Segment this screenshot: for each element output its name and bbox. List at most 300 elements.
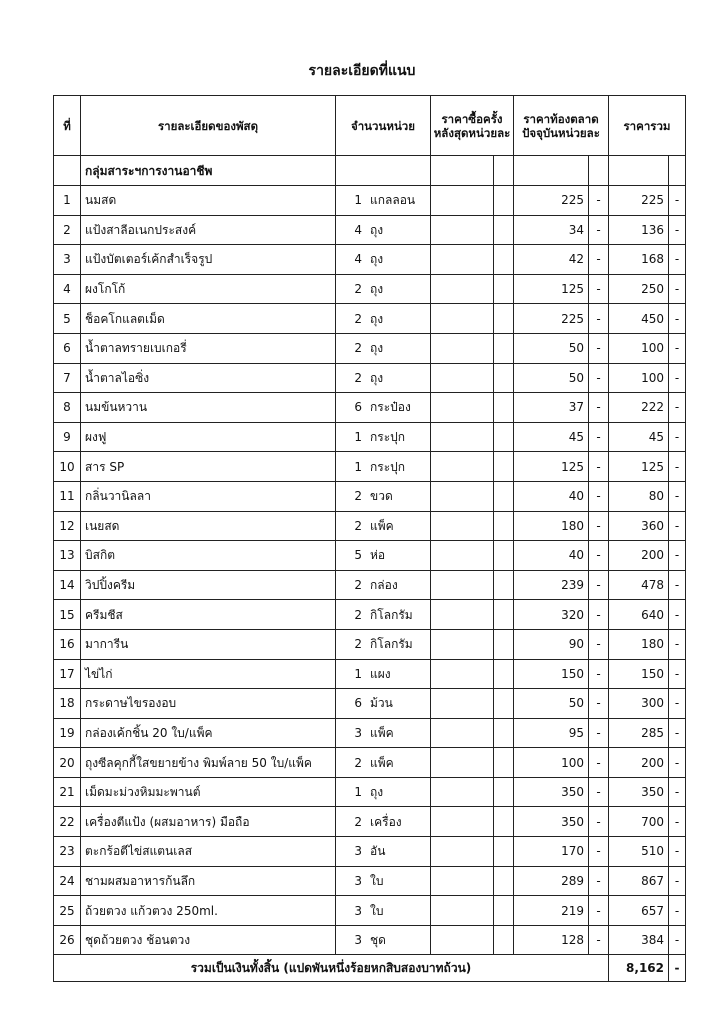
- item-market-price-frac: -: [589, 304, 609, 334]
- item-unit: ถุง: [370, 311, 384, 326]
- item-name: แป้งสาลีอเนกประสงค์: [81, 215, 336, 245]
- item-market-price-frac: -: [589, 333, 609, 363]
- item-last-price-frac: [494, 600, 514, 630]
- item-qty-number: 3: [354, 933, 362, 948]
- item-total-frac: -: [669, 659, 686, 689]
- item-no: 15: [54, 600, 81, 630]
- item-unit: ถุง: [370, 370, 384, 385]
- item-qty-number: 6: [354, 400, 362, 415]
- item-qty-number: 2: [354, 814, 362, 829]
- table-row: [54, 807, 686, 837]
- item-name: มาการีน: [81, 629, 336, 659]
- item-qty-number: 3: [354, 844, 362, 859]
- item-total: 250: [609, 274, 669, 304]
- item-last-price-frac: [494, 629, 514, 659]
- item-qty-number: 1: [354, 459, 362, 474]
- item-last-price-frac: [494, 422, 514, 452]
- item-unit: ม้วน: [370, 696, 393, 711]
- item-unit: แพ็ค: [370, 725, 394, 740]
- item-market-price: 50: [514, 689, 589, 719]
- header-no: ที่: [54, 96, 81, 156]
- item-total-frac: -: [669, 541, 686, 571]
- item-quantity: [336, 600, 431, 630]
- item-qty-number: 2: [354, 370, 362, 385]
- item-quantity: [336, 333, 431, 363]
- item-quantity: [336, 245, 431, 275]
- item-last-price-frac: [494, 245, 514, 275]
- item-name: นมสด: [81, 186, 336, 216]
- item-quantity: [336, 837, 431, 867]
- item-no: 21: [54, 777, 81, 807]
- item-total: 45: [609, 422, 669, 452]
- item-total: 100: [609, 333, 669, 363]
- item-qty-number: 1: [354, 430, 362, 445]
- item-name: แป้งบัตเตอร์เค้กสำเร็จรูป: [81, 245, 336, 275]
- item-unit: ใบ: [370, 903, 384, 918]
- item-total-frac: -: [669, 748, 686, 778]
- item-market-price: 42: [514, 245, 589, 275]
- item-last-price: [431, 629, 494, 659]
- item-last-price-frac: [494, 689, 514, 719]
- item-market-price: 128: [514, 925, 589, 955]
- item-last-price: [431, 274, 494, 304]
- item-market-price-frac: -: [589, 629, 609, 659]
- item-name: กลิ่นวานิลลา: [81, 481, 336, 511]
- header-description: รายละเอียดของพัสดุ: [81, 96, 336, 156]
- group-total-cell: [609, 156, 669, 186]
- item-total: 200: [609, 748, 669, 778]
- item-name: ตะกร้อตีไข่สแตนเลส: [81, 837, 336, 867]
- item-no: 20: [54, 748, 81, 778]
- item-market-price: 289: [514, 866, 589, 896]
- item-name: ชุดถ้วยตวง ช้อนตวง: [81, 925, 336, 955]
- item-qty-number: 1: [354, 666, 362, 681]
- item-total: 478: [609, 570, 669, 600]
- header-quantity: จำนวนหน่วย: [336, 96, 431, 156]
- grand-total-amount: 8,162: [609, 955, 669, 982]
- item-last-price-frac: [494, 511, 514, 541]
- item-no: 5: [54, 304, 81, 334]
- item-qty-number: 3: [354, 725, 362, 740]
- item-name: กล่องเค้กชิ้น 20 ใบ/แพ็ค: [81, 718, 336, 748]
- item-total: 222: [609, 393, 669, 423]
- item-last-price: [431, 422, 494, 452]
- group-market-price-cell: [514, 156, 589, 186]
- item-total: 285: [609, 718, 669, 748]
- item-name: กระดาษไขรองอบ: [81, 689, 336, 719]
- item-market-price-frac: -: [589, 511, 609, 541]
- table-row: [54, 422, 686, 452]
- item-last-price-frac: [494, 215, 514, 245]
- item-total-frac: -: [669, 925, 686, 955]
- item-unit: ชุด: [370, 933, 386, 948]
- item-qty-number: 2: [354, 578, 362, 593]
- item-total: 136: [609, 215, 669, 245]
- item-last-price: [431, 925, 494, 955]
- grand-total-frac: -: [669, 955, 686, 982]
- item-market-price-frac: -: [589, 363, 609, 393]
- item-quantity: [336, 925, 431, 955]
- item-total-frac: -: [669, 333, 686, 363]
- item-no: 8: [54, 393, 81, 423]
- item-qty-number: 4: [354, 252, 362, 267]
- item-name: ถ้วยตวง แก้วตวง 250ml.: [81, 896, 336, 926]
- item-qty-number: 5: [354, 548, 362, 563]
- item-last-price: [431, 511, 494, 541]
- item-total-frac: -: [669, 481, 686, 511]
- item-market-price: 350: [514, 807, 589, 837]
- item-total-frac: -: [669, 807, 686, 837]
- item-total: 180: [609, 629, 669, 659]
- item-total: 100: [609, 363, 669, 393]
- group-row: [54, 156, 686, 186]
- item-last-price-frac: [494, 837, 514, 867]
- item-total-frac: -: [669, 452, 686, 482]
- item-unit: กระปุก: [370, 430, 406, 445]
- item-last-price-frac: [494, 393, 514, 423]
- item-market-price-frac: -: [589, 393, 609, 423]
- item-unit: กระปุก: [370, 459, 406, 474]
- item-name: น้ำตาลทรายเบเกอรี่: [81, 333, 336, 363]
- item-last-price: [431, 659, 494, 689]
- item-no: 17: [54, 659, 81, 689]
- item-name: ครีมชีส: [81, 600, 336, 630]
- header-last-price-line1: ราคาซื้อครั้ง: [441, 111, 503, 126]
- item-name: ถุงซีลคุกกี้ใสขยายข้าง พิมพ์ลาย 50 ใบ/แพ็ค: [81, 748, 336, 778]
- table-row: [54, 837, 686, 867]
- item-qty-number: 3: [354, 873, 362, 888]
- item-unit: ถุง: [370, 222, 384, 237]
- item-last-price-frac: [494, 452, 514, 482]
- item-total-frac: -: [669, 186, 686, 216]
- item-unit: กิโลกรัม: [370, 637, 413, 652]
- table-row: [54, 659, 686, 689]
- item-total-frac: -: [669, 837, 686, 867]
- item-unit: ถุง: [370, 341, 384, 356]
- item-no: 18: [54, 689, 81, 719]
- item-last-price-frac: [494, 333, 514, 363]
- table-row: [54, 304, 686, 334]
- item-market-price-frac: -: [589, 807, 609, 837]
- item-qty-number: 1: [354, 785, 362, 800]
- item-quantity: [336, 896, 431, 926]
- item-total-frac: -: [669, 718, 686, 748]
- item-unit: แผง: [370, 666, 391, 681]
- item-qty-number: 2: [354, 489, 362, 504]
- item-no: 7: [54, 363, 81, 393]
- item-quantity: [336, 481, 431, 511]
- item-total: 168: [609, 245, 669, 275]
- item-no: 25: [54, 896, 81, 926]
- item-quantity: [336, 659, 431, 689]
- item-name: บิสกิต: [81, 541, 336, 571]
- item-last-price: [431, 689, 494, 719]
- item-name: ผงฟู: [81, 422, 336, 452]
- item-total: 657: [609, 896, 669, 926]
- item-market-price: 100: [514, 748, 589, 778]
- item-total-frac: -: [669, 393, 686, 423]
- item-last-price-frac: [494, 748, 514, 778]
- item-market-price-frac: -: [589, 718, 609, 748]
- item-unit: กล่อง: [370, 578, 398, 593]
- table-row: [54, 363, 686, 393]
- item-market-price-frac: -: [589, 689, 609, 719]
- item-total: 700: [609, 807, 669, 837]
- item-last-price: [431, 718, 494, 748]
- header-row: [54, 96, 686, 156]
- item-total: 80: [609, 481, 669, 511]
- item-total: 510: [609, 837, 669, 867]
- header-market-price-line2: ปัจจุบันหน่วยละ: [522, 125, 600, 140]
- group-last-price-cell: [431, 156, 494, 186]
- group-market-price-frac-cell: [589, 156, 609, 186]
- item-quantity: [336, 452, 431, 482]
- item-last-price: [431, 393, 494, 423]
- item-unit: ใบ: [370, 873, 384, 888]
- item-market-price: 40: [514, 481, 589, 511]
- item-last-price-frac: [494, 659, 514, 689]
- item-unit: กระป๋อง: [370, 400, 411, 415]
- item-name: ช็อคโกแลตเม็ด: [81, 304, 336, 334]
- header-total: ราคารวม: [609, 96, 686, 156]
- item-total-frac: -: [669, 363, 686, 393]
- item-unit: กิโลกรัม: [370, 607, 413, 622]
- grand-total-label: รวมเป็นเงินทั้งสิ้น (แปดพันหนึ่งร้อยหกสิบสองบาทถ้วน): [54, 955, 609, 982]
- item-unit: ห่อ: [370, 548, 386, 563]
- item-name: ไข่ไก่: [81, 659, 336, 689]
- item-market-price: 320: [514, 600, 589, 630]
- item-market-price-frac: -: [589, 866, 609, 896]
- item-last-price: [431, 186, 494, 216]
- item-last-price: [431, 452, 494, 482]
- item-last-price: [431, 748, 494, 778]
- item-total-frac: -: [669, 304, 686, 334]
- item-no: 2: [54, 215, 81, 245]
- item-no: 13: [54, 541, 81, 571]
- item-total-frac: -: [669, 274, 686, 304]
- item-unit: ถุง: [370, 785, 384, 800]
- item-no: 12: [54, 511, 81, 541]
- item-quantity: [336, 807, 431, 837]
- item-total-frac: -: [669, 689, 686, 719]
- grand-total-row: [54, 955, 686, 982]
- item-name: วิปปิ้งครีม: [81, 570, 336, 600]
- item-last-price: [431, 837, 494, 867]
- item-no: 11: [54, 481, 81, 511]
- item-last-price-frac: [494, 481, 514, 511]
- table-row: [54, 866, 686, 896]
- item-market-price: 180: [514, 511, 589, 541]
- item-total: 300: [609, 689, 669, 719]
- group-total-frac-cell: [669, 156, 686, 186]
- item-market-price: 219: [514, 896, 589, 926]
- item-quantity: [336, 866, 431, 896]
- item-last-price: [431, 363, 494, 393]
- header-market-price: [514, 96, 609, 156]
- item-quantity: [336, 570, 431, 600]
- table-row: [54, 452, 686, 482]
- item-last-price: [431, 896, 494, 926]
- item-quantity: [336, 304, 431, 334]
- item-market-price-frac: -: [589, 541, 609, 571]
- item-total: 360: [609, 511, 669, 541]
- item-last-price: [431, 304, 494, 334]
- table-row: [54, 777, 686, 807]
- table-row: [54, 245, 686, 275]
- table-row: [54, 689, 686, 719]
- item-qty-number: 4: [354, 222, 362, 237]
- item-qty-number: 2: [354, 637, 362, 652]
- item-market-price: 90: [514, 629, 589, 659]
- header-market-price-line1: ราคาท้องตลาด: [523, 111, 599, 126]
- table-row: [54, 215, 686, 245]
- item-total-frac: -: [669, 866, 686, 896]
- item-no: 1: [54, 186, 81, 216]
- item-no: 22: [54, 807, 81, 837]
- table-row: [54, 629, 686, 659]
- table-row: [54, 718, 686, 748]
- item-market-price: 50: [514, 363, 589, 393]
- item-name: เครื่องตีแป้ง (ผสมอาหาร) มือถือ: [81, 807, 336, 837]
- item-qty-number: 2: [354, 755, 362, 770]
- group-title: กลุ่มสาระฯการงานอาชีพ: [81, 156, 336, 186]
- item-total-frac: -: [669, 215, 686, 245]
- item-total: 384: [609, 925, 669, 955]
- item-market-price: 50: [514, 333, 589, 363]
- item-qty-number: 2: [354, 518, 362, 533]
- item-unit: ถุง: [370, 252, 384, 267]
- table-row: [54, 748, 686, 778]
- item-unit: แกลลอน: [370, 193, 416, 208]
- item-market-price: 125: [514, 274, 589, 304]
- item-last-price-frac: [494, 866, 514, 896]
- table-row: [54, 186, 686, 216]
- item-market-price: 225: [514, 304, 589, 334]
- item-no: 6: [54, 333, 81, 363]
- item-total-frac: -: [669, 570, 686, 600]
- item-market-price: 239: [514, 570, 589, 600]
- item-last-price: [431, 481, 494, 511]
- item-market-price-frac: -: [589, 452, 609, 482]
- item-no: 14: [54, 570, 81, 600]
- item-total: 350: [609, 777, 669, 807]
- item-last-price-frac: [494, 718, 514, 748]
- item-quantity: [336, 422, 431, 452]
- item-qty-number: 2: [354, 341, 362, 356]
- item-quantity: [336, 274, 431, 304]
- item-market-price: 37: [514, 393, 589, 423]
- item-market-price-frac: -: [589, 659, 609, 689]
- group-no-cell: [54, 156, 81, 186]
- item-market-price: 150: [514, 659, 589, 689]
- item-no: 26: [54, 925, 81, 955]
- item-quantity: [336, 777, 431, 807]
- item-unit: ถุง: [370, 282, 384, 297]
- item-quantity: [336, 393, 431, 423]
- item-quantity: [336, 718, 431, 748]
- item-last-price: [431, 215, 494, 245]
- item-market-price-frac: -: [589, 837, 609, 867]
- item-name: ชามผสมอาหารก้นลึก: [81, 866, 336, 896]
- item-last-price: [431, 600, 494, 630]
- table-row: [54, 600, 686, 630]
- item-total: 150: [609, 659, 669, 689]
- item-quantity: [336, 629, 431, 659]
- item-total-frac: -: [669, 896, 686, 926]
- table-row: [54, 570, 686, 600]
- item-market-price-frac: -: [589, 925, 609, 955]
- item-last-price: [431, 807, 494, 837]
- item-quantity: [336, 689, 431, 719]
- table-row: [54, 896, 686, 926]
- item-quantity: [336, 748, 431, 778]
- item-qty-number: 1: [354, 193, 362, 208]
- item-market-price: 95: [514, 718, 589, 748]
- item-quantity: [336, 215, 431, 245]
- item-last-price: [431, 541, 494, 571]
- item-last-price-frac: [494, 807, 514, 837]
- item-market-price-frac: -: [589, 422, 609, 452]
- item-no: 19: [54, 718, 81, 748]
- item-unit: เครื่อง: [370, 814, 402, 829]
- item-total-frac: -: [669, 777, 686, 807]
- item-name: นมข้นหวาน: [81, 393, 336, 423]
- item-unit: ขวด: [370, 489, 393, 504]
- item-last-price: [431, 866, 494, 896]
- item-market-price: 34: [514, 215, 589, 245]
- item-total-frac: -: [669, 511, 686, 541]
- item-total: 640: [609, 600, 669, 630]
- item-total: 125: [609, 452, 669, 482]
- item-last-price-frac: [494, 304, 514, 334]
- table-row: [54, 333, 686, 363]
- item-name: เม็ดมะม่วงหิมมะพานต์: [81, 777, 336, 807]
- item-market-price-frac: -: [589, 215, 609, 245]
- item-market-price-frac: -: [589, 186, 609, 216]
- item-no: 9: [54, 422, 81, 452]
- item-name: น้ำตาลไอซิ่ง: [81, 363, 336, 393]
- item-total: 867: [609, 866, 669, 896]
- item-unit: อัน: [370, 844, 386, 859]
- item-total: 200: [609, 541, 669, 571]
- header-last-price: [431, 96, 514, 156]
- item-market-price-frac: -: [589, 274, 609, 304]
- items-table: [53, 95, 686, 982]
- item-market-price-frac: -: [589, 570, 609, 600]
- item-name: สาร SP: [81, 452, 336, 482]
- item-last-price-frac: [494, 274, 514, 304]
- table-row: [54, 925, 686, 955]
- group-qty-cell: [336, 156, 431, 186]
- item-last-price-frac: [494, 570, 514, 600]
- table-row: [54, 274, 686, 304]
- item-market-price-frac: -: [589, 777, 609, 807]
- item-market-price-frac: -: [589, 481, 609, 511]
- item-last-price: [431, 245, 494, 275]
- item-unit: แพ็ค: [370, 518, 394, 533]
- item-name: เนยสด: [81, 511, 336, 541]
- item-total-frac: -: [669, 245, 686, 275]
- table-row: [54, 481, 686, 511]
- item-market-price-frac: -: [589, 245, 609, 275]
- item-no: 4: [54, 274, 81, 304]
- table-row: [54, 511, 686, 541]
- item-last-price-frac: [494, 363, 514, 393]
- item-market-price-frac: -: [589, 748, 609, 778]
- item-quantity: [336, 541, 431, 571]
- item-last-price-frac: [494, 777, 514, 807]
- item-last-price-frac: [494, 186, 514, 216]
